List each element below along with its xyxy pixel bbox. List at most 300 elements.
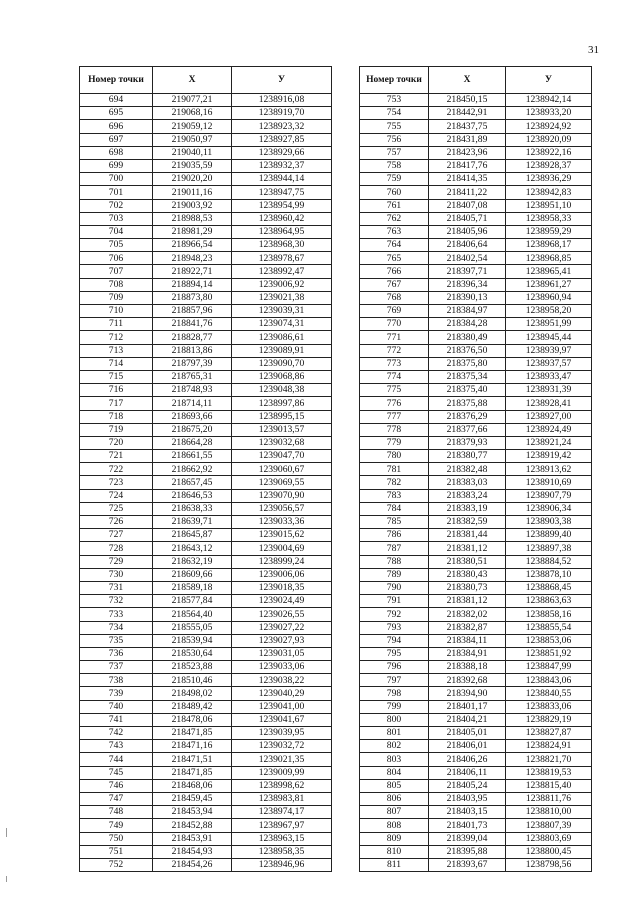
- cell-point-number: 742: [80, 727, 153, 740]
- cell-point-number: 736: [80, 647, 153, 660]
- cell-point-number: 749: [80, 819, 153, 832]
- cell-point-number: 796: [360, 661, 429, 674]
- cell-x: 218437,75: [429, 120, 506, 133]
- table-row: [360, 173, 592, 186]
- cell-y: 1239070,90: [232, 489, 332, 502]
- cell-y: 1238964,95: [232, 225, 332, 238]
- cell-point-number: 765: [360, 252, 429, 265]
- cell-x: 218376,29: [429, 410, 506, 423]
- cell-y: 1239021,38: [232, 291, 332, 304]
- header-x: X: [153, 67, 232, 94]
- cell-point-number: 747: [80, 792, 153, 805]
- cell-x: 218397,71: [429, 265, 506, 278]
- table-row: [360, 581, 592, 594]
- cell-x: 218828,77: [153, 331, 232, 344]
- cell-x: 218406,01: [429, 740, 506, 753]
- table-row: [80, 661, 332, 674]
- cell-x: 218375,80: [429, 357, 506, 370]
- table-row: [360, 819, 592, 832]
- cell-y: 1238878,10: [506, 568, 592, 581]
- table-body-left: [80, 94, 332, 872]
- cell-x: 218471,16: [153, 740, 232, 753]
- cell-y: 1238933,47: [506, 370, 592, 383]
- cell-point-number: 799: [360, 700, 429, 713]
- cell-point-number: 755: [360, 120, 429, 133]
- cell-point-number: 780: [360, 450, 429, 463]
- cell-x: 218384,11: [429, 634, 506, 647]
- cell-y: 1238821,70: [506, 753, 592, 766]
- cell-x: 219077,21: [153, 94, 232, 107]
- cell-y: 1238959,29: [506, 225, 592, 238]
- cell-x: 218609,66: [153, 568, 232, 581]
- table-row: [360, 713, 592, 726]
- cell-x: 218414,35: [429, 173, 506, 186]
- cell-x: 218377,66: [429, 423, 506, 436]
- cell-y: 1238840,55: [506, 687, 592, 700]
- cell-x: 218714,11: [153, 397, 232, 410]
- cell-x: 218380,51: [429, 555, 506, 568]
- cell-x: 218564,40: [153, 608, 232, 621]
- cell-point-number: 700: [80, 173, 153, 186]
- table-row: [360, 687, 592, 700]
- cell-y: 1239068,86: [232, 370, 332, 383]
- cell-y: 1239032,72: [232, 740, 332, 753]
- cell-x: 218523,88: [153, 661, 232, 674]
- cell-point-number: 804: [360, 766, 429, 779]
- cell-x: 218894,14: [153, 278, 232, 291]
- cell-y: 1238919,42: [506, 450, 592, 463]
- cell-x: 218380,77: [429, 450, 506, 463]
- table-row: [360, 832, 592, 845]
- cell-point-number: 782: [360, 476, 429, 489]
- cell-y: 1238803,69: [506, 832, 592, 845]
- table-row: [360, 634, 592, 647]
- cell-y: 1238968,30: [232, 239, 332, 252]
- cell-point-number: 788: [360, 555, 429, 568]
- table-row: [360, 740, 592, 753]
- cell-point-number: 711: [80, 318, 153, 331]
- header-y: У: [506, 67, 592, 94]
- cell-point-number: 717: [80, 397, 153, 410]
- table-row: [80, 740, 332, 753]
- table-row: [360, 858, 592, 871]
- cell-y: 1238967,97: [232, 819, 332, 832]
- table-row: [80, 410, 332, 423]
- cell-y: 1239040,29: [232, 687, 332, 700]
- cell-y: 1238868,45: [506, 581, 592, 594]
- table-header-row: [80, 67, 332, 94]
- cell-x: 218401,17: [429, 700, 506, 713]
- cell-y: 1238800,45: [506, 845, 592, 858]
- cell-x: 218450,15: [429, 94, 506, 107]
- cell-x: 218539,94: [153, 634, 232, 647]
- cell-point-number: 702: [80, 199, 153, 212]
- cell-point-number: 793: [360, 621, 429, 634]
- cell-x: 219050,97: [153, 133, 232, 146]
- table-row: [80, 581, 332, 594]
- table-row: [360, 239, 592, 252]
- cell-point-number: 731: [80, 581, 153, 594]
- cell-y: 1238992,47: [232, 265, 332, 278]
- cell-point-number: 784: [360, 502, 429, 515]
- cell-x: 218384,97: [429, 305, 506, 318]
- table-row: [80, 621, 332, 634]
- cell-point-number: 809: [360, 832, 429, 845]
- cell-x: 218382,48: [429, 463, 506, 476]
- table-body-right: [360, 94, 592, 872]
- cell-point-number: 695: [80, 107, 153, 120]
- cell-point-number: 771: [360, 331, 429, 344]
- cell-y: 1238907,79: [506, 489, 592, 502]
- cell-point-number: 750: [80, 832, 153, 845]
- cell-point-number: 737: [80, 661, 153, 674]
- cell-y: 1238923,32: [232, 120, 332, 133]
- cell-x: 218406,11: [429, 766, 506, 779]
- cell-x: 218489,42: [153, 700, 232, 713]
- cell-y: 1239013,57: [232, 423, 332, 436]
- table-row: [80, 239, 332, 252]
- cell-x: 218403,95: [429, 792, 506, 805]
- cell-y: 1238968,85: [506, 252, 592, 265]
- table-row: [80, 357, 332, 370]
- table-row: [80, 489, 332, 502]
- table-row: [80, 529, 332, 542]
- cell-point-number: 716: [80, 384, 153, 397]
- table-row: [80, 120, 332, 133]
- table-row: [360, 265, 592, 278]
- cell-point-number: 764: [360, 239, 429, 252]
- cell-y: 1238961,27: [506, 278, 592, 291]
- cell-y: 1238920,09: [506, 133, 592, 146]
- cell-x: 218459,45: [153, 792, 232, 805]
- cell-y: 1238928,37: [506, 159, 592, 172]
- cell-y: 1238922,16: [506, 146, 592, 159]
- header-x: X: [429, 67, 506, 94]
- cell-y: 1238819,53: [506, 766, 592, 779]
- cell-y: 1238827,87: [506, 727, 592, 740]
- cell-point-number: 723: [80, 476, 153, 489]
- cell-point-number: 797: [360, 674, 429, 687]
- cell-x: 218857,96: [153, 305, 232, 318]
- cell-x: 218393,67: [429, 858, 506, 871]
- table-row: [360, 555, 592, 568]
- cell-point-number: 763: [360, 225, 429, 238]
- table-row: [80, 159, 332, 172]
- table-row: [360, 397, 592, 410]
- cell-point-number: 768: [360, 291, 429, 304]
- cell-point-number: 762: [360, 212, 429, 225]
- cell-point-number: 732: [80, 595, 153, 608]
- cell-point-number: 774: [360, 370, 429, 383]
- cell-y: 1238929,66: [232, 146, 332, 159]
- cell-x: 218646,53: [153, 489, 232, 502]
- cell-x: 218384,91: [429, 647, 506, 660]
- cell-x: 218379,93: [429, 436, 506, 449]
- cell-y: 1239033,06: [232, 661, 332, 674]
- cell-y: 1239031,05: [232, 647, 332, 660]
- table-row: [80, 568, 332, 581]
- cell-y: 1238942,83: [506, 186, 592, 199]
- cell-y: 1239024,49: [232, 595, 332, 608]
- cell-y: 1238815,40: [506, 779, 592, 792]
- table-row: [80, 305, 332, 318]
- header-point-number: Номер точки: [80, 67, 153, 94]
- table-row: [80, 858, 332, 871]
- cell-point-number: 729: [80, 555, 153, 568]
- cell-x: 219059,12: [153, 120, 232, 133]
- cell-y: 1238919,70: [232, 107, 332, 120]
- cell-x: 218395,88: [429, 845, 506, 858]
- cell-y: 1238921,24: [506, 436, 592, 449]
- cell-x: 218589,18: [153, 581, 232, 594]
- cell-point-number: 781: [360, 463, 429, 476]
- cell-point-number: 704: [80, 225, 153, 238]
- cell-y: 1238951,99: [506, 318, 592, 331]
- table-row: [80, 727, 332, 740]
- table-row: [80, 107, 332, 120]
- cell-y: 1238847,99: [506, 661, 592, 674]
- cell-point-number: 698: [80, 146, 153, 159]
- table-row: [360, 529, 592, 542]
- table-row: [360, 450, 592, 463]
- cell-point-number: 725: [80, 502, 153, 515]
- cell-point-number: 721: [80, 450, 153, 463]
- cell-point-number: 727: [80, 529, 153, 542]
- cell-y: 1238998,62: [232, 779, 332, 792]
- table-row: [80, 318, 332, 331]
- cell-point-number: 697: [80, 133, 153, 146]
- table-row: [360, 502, 592, 515]
- cell-x: 218452,88: [153, 819, 232, 832]
- cell-y: 1238924,49: [506, 423, 592, 436]
- cell-point-number: 772: [360, 344, 429, 357]
- cell-x: 219020,20: [153, 173, 232, 186]
- cell-x: 218390,13: [429, 291, 506, 304]
- table-row: [80, 713, 332, 726]
- cell-x: 218454,26: [153, 858, 232, 871]
- cell-y: 1238863,63: [506, 595, 592, 608]
- cell-y: 1238944,14: [232, 173, 332, 186]
- cell-y: 1238951,10: [506, 199, 592, 212]
- cell-x: 218657,45: [153, 476, 232, 489]
- cell-point-number: 730: [80, 568, 153, 581]
- cell-x: 218873,80: [153, 291, 232, 304]
- table-row: [80, 806, 332, 819]
- table-row: [80, 331, 332, 344]
- cell-x: 218383,24: [429, 489, 506, 502]
- cell-y: 1238858,16: [506, 608, 592, 621]
- cell-x: 218376,50: [429, 344, 506, 357]
- cell-point-number: 722: [80, 463, 153, 476]
- cell-y: 1238824,91: [506, 740, 592, 753]
- cell-x: 218632,19: [153, 555, 232, 568]
- cell-point-number: 779: [360, 436, 429, 449]
- cell-point-number: 807: [360, 806, 429, 819]
- table-row: [80, 476, 332, 489]
- margin-mark: [6, 828, 7, 837]
- cell-y: 1238884,52: [506, 555, 592, 568]
- table-row: [80, 766, 332, 779]
- cell-point-number: 776: [360, 397, 429, 410]
- cell-x: 218405,24: [429, 779, 506, 792]
- cell-x: 218375,88: [429, 397, 506, 410]
- cell-point-number: 752: [80, 858, 153, 871]
- cell-x: 218382,59: [429, 516, 506, 529]
- cell-point-number: 733: [80, 608, 153, 621]
- table-row: [80, 819, 332, 832]
- cell-point-number: 792: [360, 608, 429, 621]
- cell-x: 218643,12: [153, 542, 232, 555]
- table-row: [360, 792, 592, 805]
- cell-y: 1238928,41: [506, 397, 592, 410]
- cell-y: 1238829,19: [506, 713, 592, 726]
- table-row: [80, 252, 332, 265]
- cell-y: 1238978,67: [232, 252, 332, 265]
- cell-y: 1239004,69: [232, 542, 332, 555]
- table-row: [360, 252, 592, 265]
- cell-x: 218405,96: [429, 225, 506, 238]
- cell-point-number: 767: [360, 278, 429, 291]
- table-row: [360, 318, 592, 331]
- table-row: [80, 344, 332, 357]
- cell-x: 218423,96: [429, 146, 506, 159]
- cell-y: 1239039,31: [232, 305, 332, 318]
- cell-y: 1239038,22: [232, 674, 332, 687]
- cell-point-number: 740: [80, 700, 153, 713]
- cell-point-number: 770: [360, 318, 429, 331]
- cell-y: 1238798,56: [506, 858, 592, 871]
- table-row: [80, 687, 332, 700]
- cell-x: 218453,91: [153, 832, 232, 845]
- table-row: [80, 94, 332, 107]
- cell-x: 218645,87: [153, 529, 232, 542]
- cell-point-number: 757: [360, 146, 429, 159]
- cell-x: 218380,49: [429, 331, 506, 344]
- cell-x: 218405,71: [429, 212, 506, 225]
- table-row: [360, 120, 592, 133]
- table-row: [80, 516, 332, 529]
- cell-point-number: 713: [80, 344, 153, 357]
- table-row: [80, 792, 332, 805]
- cell-y: 1238945,44: [506, 331, 592, 344]
- cell-point-number: 759: [360, 173, 429, 186]
- table-row: [80, 450, 332, 463]
- cell-point-number: 811: [360, 858, 429, 871]
- cell-y: 1238897,38: [506, 542, 592, 555]
- cell-point-number: 734: [80, 621, 153, 634]
- cell-point-number: 718: [80, 410, 153, 423]
- cell-point-number: 715: [80, 370, 153, 383]
- cell-x: 218384,28: [429, 318, 506, 331]
- cell-x: 218765,31: [153, 370, 232, 383]
- cell-x: 219035,59: [153, 159, 232, 172]
- cell-x: 218454,93: [153, 845, 232, 858]
- cell-y: 1239086,61: [232, 331, 332, 344]
- header-y: У: [232, 67, 332, 94]
- cell-x: 218380,73: [429, 581, 506, 594]
- cell-point-number: 735: [80, 634, 153, 647]
- cell-y: 1239033,36: [232, 516, 332, 529]
- table-row: [360, 845, 592, 858]
- cell-x: 218555,05: [153, 621, 232, 634]
- table-row: [360, 595, 592, 608]
- cell-x: 218407,08: [429, 199, 506, 212]
- table-row: [360, 278, 592, 291]
- cell-y: 1238958,33: [506, 212, 592, 225]
- cell-point-number: 801: [360, 727, 429, 740]
- cell-point-number: 789: [360, 568, 429, 581]
- table-row: [80, 555, 332, 568]
- table-row: [360, 476, 592, 489]
- cell-point-number: 756: [360, 133, 429, 146]
- table-row: [360, 212, 592, 225]
- table-row: [360, 647, 592, 660]
- cell-x: 218675,20: [153, 423, 232, 436]
- cell-x: 218404,21: [429, 713, 506, 726]
- table-row: [360, 133, 592, 146]
- cell-point-number: 808: [360, 819, 429, 832]
- cell-x: 218498,02: [153, 687, 232, 700]
- cell-point-number: 726: [80, 516, 153, 529]
- table-row: [80, 700, 332, 713]
- cell-point-number: 712: [80, 331, 153, 344]
- cell-y: 1238807,39: [506, 819, 592, 832]
- cell-y: 1238942,14: [506, 94, 592, 107]
- table-row: [360, 225, 592, 238]
- cell-x: 218966,54: [153, 239, 232, 252]
- table-row: [360, 806, 592, 819]
- cell-x: 218380,43: [429, 568, 506, 581]
- table-row: [80, 502, 332, 515]
- cell-x: 218471,85: [153, 727, 232, 740]
- cell-x: 218797,39: [153, 357, 232, 370]
- cell-y: 1239027,22: [232, 621, 332, 634]
- cell-x: 218981,29: [153, 225, 232, 238]
- cell-point-number: 794: [360, 634, 429, 647]
- table-row: [80, 463, 332, 476]
- cell-y: 1238983,81: [232, 792, 332, 805]
- table-row: [360, 423, 592, 436]
- cell-point-number: 810: [360, 845, 429, 858]
- table-row: [80, 278, 332, 291]
- cell-point-number: 745: [80, 766, 153, 779]
- cell-x: 218375,40: [429, 384, 506, 397]
- margin-mark: [6, 876, 7, 882]
- cell-y: 1238937,57: [506, 357, 592, 370]
- table-row: [80, 634, 332, 647]
- cell-y: 1239015,62: [232, 529, 332, 542]
- cell-point-number: 785: [360, 516, 429, 529]
- cell-point-number: 769: [360, 305, 429, 318]
- table-row: [360, 700, 592, 713]
- cell-point-number: 766: [360, 265, 429, 278]
- cell-y: 1238855,54: [506, 621, 592, 634]
- cell-y: 1239048,38: [232, 384, 332, 397]
- cell-y: 1239047,70: [232, 450, 332, 463]
- table-row: [80, 397, 332, 410]
- cell-y: 1238954,99: [232, 199, 332, 212]
- table-row: [80, 845, 332, 858]
- table-row: [360, 516, 592, 529]
- cell-y: 1238910,69: [506, 476, 592, 489]
- table-row: [360, 410, 592, 423]
- cell-x: 218381,12: [429, 542, 506, 555]
- table-row: [360, 608, 592, 621]
- cell-x: 218381,12: [429, 595, 506, 608]
- table-row: [360, 146, 592, 159]
- cell-point-number: 773: [360, 357, 429, 370]
- cell-y: 1238968,17: [506, 239, 592, 252]
